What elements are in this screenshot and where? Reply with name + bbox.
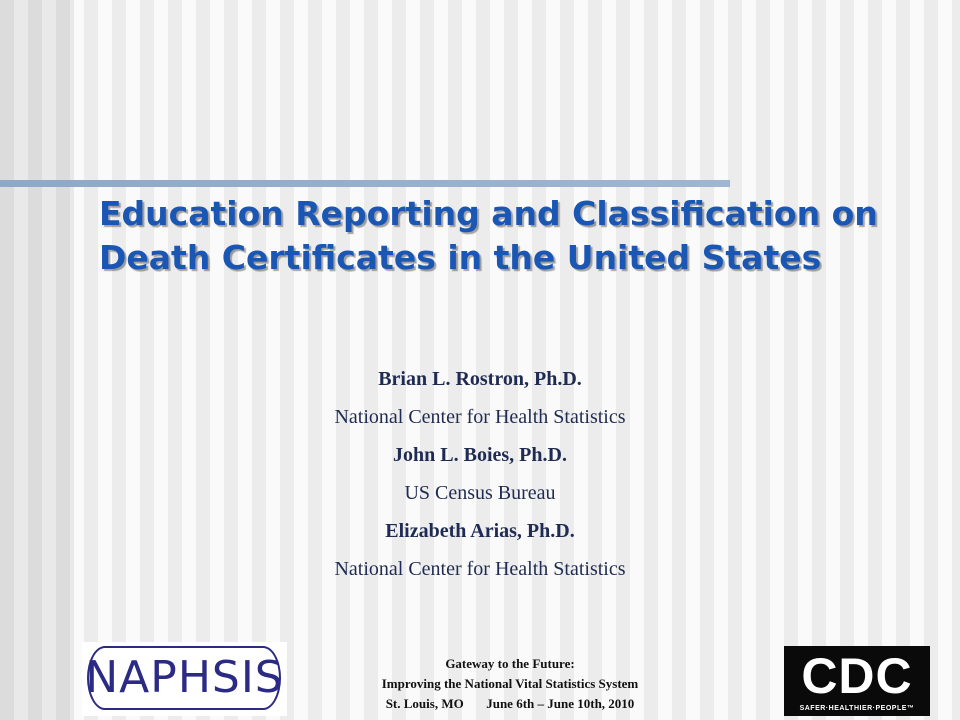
footer-line-1: Gateway to the Future: — [445, 656, 575, 671]
author-affiliation: National Center for Health Statistics — [334, 558, 626, 580]
cdc-logo-text: CDC — [801, 648, 913, 704]
footer-line-3 — [320, 694, 700, 714]
title-accent-bar — [0, 180, 730, 187]
conference-footer — [320, 654, 700, 714]
author-affiliation: US Census Bureau — [404, 482, 556, 504]
naphsis-logo — [82, 642, 287, 716]
author-name: Brian L. Rostron, Ph.D. — [378, 368, 582, 390]
slide-title: Education Reporting and Classification on Death Certificates in the United States — [99, 194, 878, 277]
author-list — [180, 360, 780, 588]
naphsis-logo-text: NAPHSIS — [85, 652, 284, 703]
footer-line-2: Improving the National Vital Statistics System — [381, 676, 639, 691]
author-affiliation: National Center for Health Statistics — [334, 406, 626, 428]
footer-location: St. Louis, MO — [385, 696, 464, 711]
cdc-logo-tagline: SAFER·HEALTHIER·PEOPLE™ — [799, 705, 915, 712]
background-stripe-panel — [0, 0, 74, 720]
author-name: John L. Boies, Ph.D. — [393, 444, 567, 466]
footer-dates: June 6th – June 10th, 2010 — [486, 696, 635, 711]
cdc-logo — [784, 646, 930, 716]
author-name: Elizabeth Arias, Ph.D. — [385, 520, 575, 542]
